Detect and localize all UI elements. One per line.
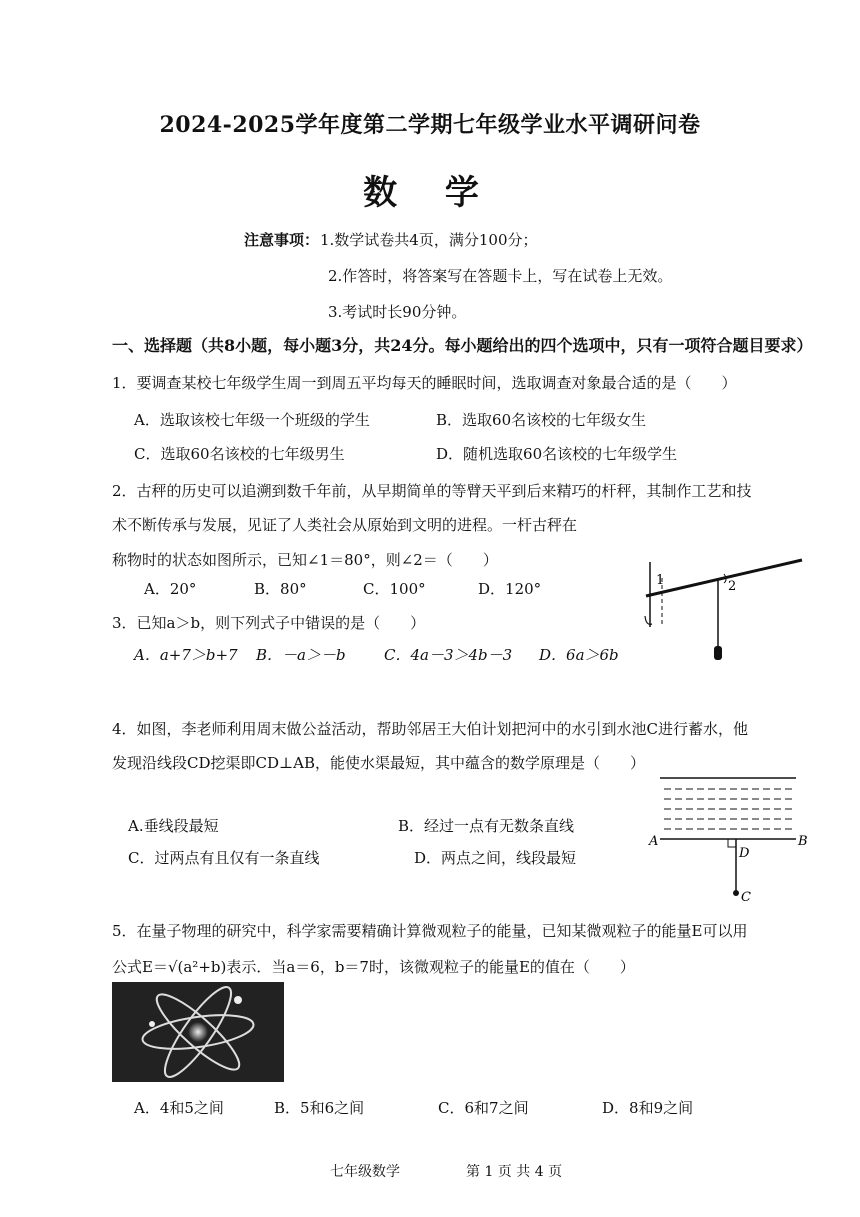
q4-stem-line1: 4．如图，李老师利用周末做公益活动，帮助邻居王大伯计划把河中的水引到水池C进行蓄水，他 — [112, 720, 749, 738]
point-b-label: B — [798, 834, 808, 849]
q1-option-d: D．随机选取60名该校的七年级学生 — [436, 445, 678, 463]
river-figure — [648, 775, 818, 905]
q2-stem-line2: 术不断传承与发展，见证了人类社会从原始到文明的进程。一杆古秤在 — [112, 516, 578, 534]
point-d-label: D — [739, 846, 750, 861]
atom-image — [112, 982, 284, 1082]
angle-1-label: 1 — [656, 573, 665, 588]
q4-option-a: A.垂线段最短 — [128, 817, 219, 835]
q4-option-b: B．经过一点有无数条直线 — [398, 817, 575, 835]
footer-subject: 七年级数学 — [330, 1164, 400, 1180]
subject-title: 数 学 — [363, 173, 497, 213]
q1-option-b: B．选取60名该校的七年级女生 — [436, 411, 647, 429]
section-heading: 一、选择题（共8小题，每小题3分，共24分。每小题给出的四个选项中，只有一项符合题目要求） — [112, 336, 813, 355]
notice-label: 注意事项： — [244, 231, 320, 249]
notice-item-2: 2.作答时，将答案写在答题卡上，写在试卷上无效。 — [328, 267, 673, 285]
q3-option-c: C．4a－3＞4b－3 — [384, 646, 513, 664]
q5-option-a: A．4和5之间 — [134, 1099, 224, 1117]
q4-option-d: D．两点之间，线段最短 — [414, 849, 577, 867]
q2-option-d: D．120° — [478, 580, 542, 598]
q1-option-a: A．选取该校七年级一个班级的学生 — [134, 411, 370, 429]
notice-item-3: 3.考试时长90分钟。 — [328, 303, 467, 321]
angle-2-label: 2 — [728, 579, 737, 594]
q2-option-c: C．100° — [363, 580, 426, 598]
q3-option-b: B．－a＞－b — [256, 646, 346, 664]
q4-option-c: C．过两点有且仅有一条直线 — [128, 849, 320, 867]
q2-stem-line1: 2．古秤的历史可以追溯到数千年前，从早期简单的等臂天平到后来精巧的杆秤，其制作工艺和技 — [112, 482, 752, 500]
q5-option-d: D．8和9之间 — [602, 1099, 694, 1117]
q2-stem-line3: 称物时的状态如图所示，已知∠1＝80°，则∠2＝（ ） — [112, 551, 498, 569]
steelyard-figure — [640, 552, 810, 662]
q3-option-d: D．6a＞6b — [539, 646, 619, 664]
q5-stem-line2: 公式E＝√(a²+b)表示．当a＝6，b＝7时，该微观粒子的能量E的值在（ ） — [112, 958, 635, 976]
q1-option-c: C．选取60名该校的七年级男生 — [134, 445, 345, 463]
exam-title: 2024-2025学年度第二学期七年级学业水平调研问卷 — [159, 112, 701, 138]
q1-stem: 1．要调查某校七年级学生周一到周五平均每天的睡眠时间，选取调查对象最合适的是（ ） — [112, 374, 737, 392]
point-c-label: C — [741, 890, 751, 905]
q3-option-a: A．a+7＞b+7 — [134, 646, 238, 664]
q2-option-b: B．80° — [254, 580, 307, 598]
q5-stem-line1: 5．在量子物理的研究中，科学家需要精确计算微观粒子的能量，已知某微观粒子的能量E可以用 — [112, 922, 748, 940]
notice-item-1: 1.数学试卷共4页，满分100分； — [320, 231, 538, 249]
q4-stem-line2: 发现沿线段CD挖渠即CD⊥AB，能使水渠最短，其中蕴含的数学原理是（ ） — [112, 754, 645, 772]
footer-page: 第 1 页 共 4 页 — [466, 1164, 563, 1180]
q5-option-b: B．5和6之间 — [274, 1099, 365, 1117]
q3-stem: 3．已知a＞b，则下列式子中错误的是（ ） — [112, 614, 426, 632]
q2-option-a: A．20° — [144, 580, 197, 598]
q5-option-c: C．6和7之间 — [438, 1099, 529, 1117]
point-a-label: A — [649, 834, 659, 849]
